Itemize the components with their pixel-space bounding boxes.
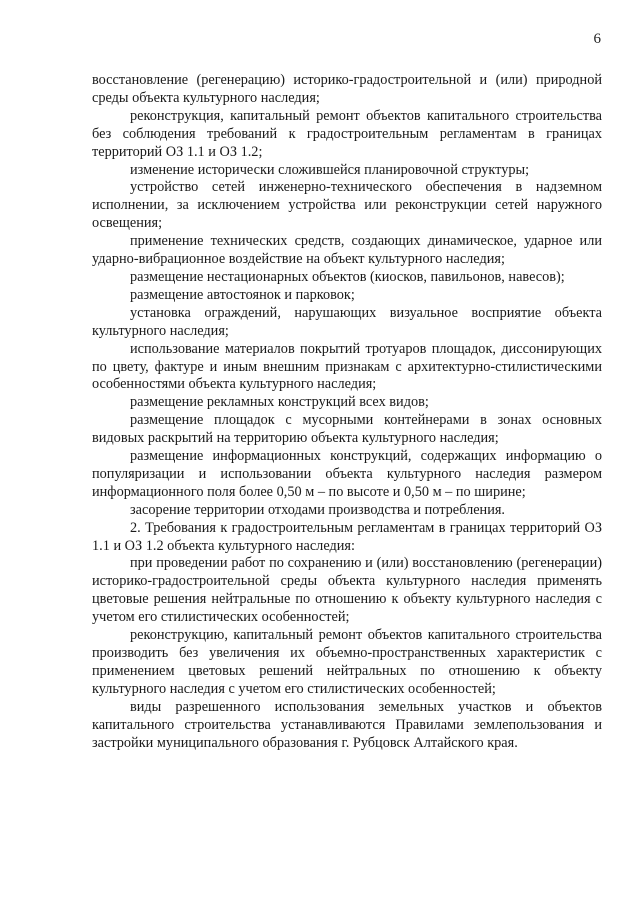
paragraph: реконструкцию, капитальный ремонт объектов капитального строительства производить без увеличения их объемно-пространственных характеристик с применением цветовых решений нейтральных по отношению к объекту культурного наследия с учетом его стилистических особенностей; bbox=[92, 627, 602, 697]
paragraph: применение технических средств, создающих динамическое, ударное или ударно-вибрационное воздействие на объект культурного наследия; bbox=[92, 233, 602, 268]
paragraph: размещение рекламных конструкций всех видов; bbox=[130, 394, 429, 411]
paragraph: размещение нестационарных объектов (киосков, павильонов, навесов); bbox=[130, 268, 565, 285]
paragraph: устройство сетей инженерно-технического обеспечения в надземном исполнении, за исключением устройства или реконструкции сетей наружного освещения; bbox=[92, 179, 602, 232]
paragraph: восстановление (регенерацию) историко-градостроительной и (или) природной среды объекта культурного наследия; bbox=[92, 72, 602, 106]
paragraph: использование материалов покрытий тротуаров площадок, диссонирующих по цвету, фактуре и иным внешним признакам с архитектурно-стилистическими особенностями объекта культурного наследия; bbox=[92, 340, 602, 393]
paragraph: виды разрешенного использования земельных участков и объектов капитального строительства устанавливаются Правилами землепользования и застройки муниципального образования г. Рубцовск Алтайского края. bbox=[92, 698, 602, 751]
paragraph: реконструкция, капитальный ремонт объектов капитального строительства без соблюдения требований к градостроительным регламентам в границах территорий ОЗ 1.1 и ОЗ 1.2; bbox=[92, 107, 602, 160]
paragraph: засорение территории отходами производства и потребления. bbox=[130, 501, 506, 518]
paragraph: при проведении работ по сохранению и (или) восстановлению (регенерации) историко-градостроительной среды объекта культурного наследия применять цветовые решения нейтральные по отношению к объекту культурного наследия с учетом его стилистических особенностей; bbox=[92, 555, 602, 626]
page-number: 6 bbox=[593, 31, 601, 47]
paragraph: размещение площадок с мусорными контейнерами в зонах основных видовых раскрытий на территорию объекта культурного наследия; bbox=[92, 412, 602, 447]
paragraph: 2. Требования к градостроительным регламентам в границах территорий ОЗ 1.1 и ОЗ 1.2 объекта культурного наследия: bbox=[92, 519, 602, 554]
document-body bbox=[92, 72, 602, 752]
paragraph: размещение информационных конструкций, содержащих информацию о популяризации и использовании объекта культурного наследия размером информационного поля более 0,50 м – по высоте и 0,50 м – по ширине; bbox=[92, 448, 602, 500]
paragraph: изменение исторически сложившейся планировочной структуры; bbox=[130, 161, 530, 178]
paragraph: установка ограждений, нарушающих визуальное восприятие объекта культурного наследия; bbox=[92, 304, 602, 339]
paragraph: размещение автостоянок и парковок; bbox=[130, 286, 355, 303]
